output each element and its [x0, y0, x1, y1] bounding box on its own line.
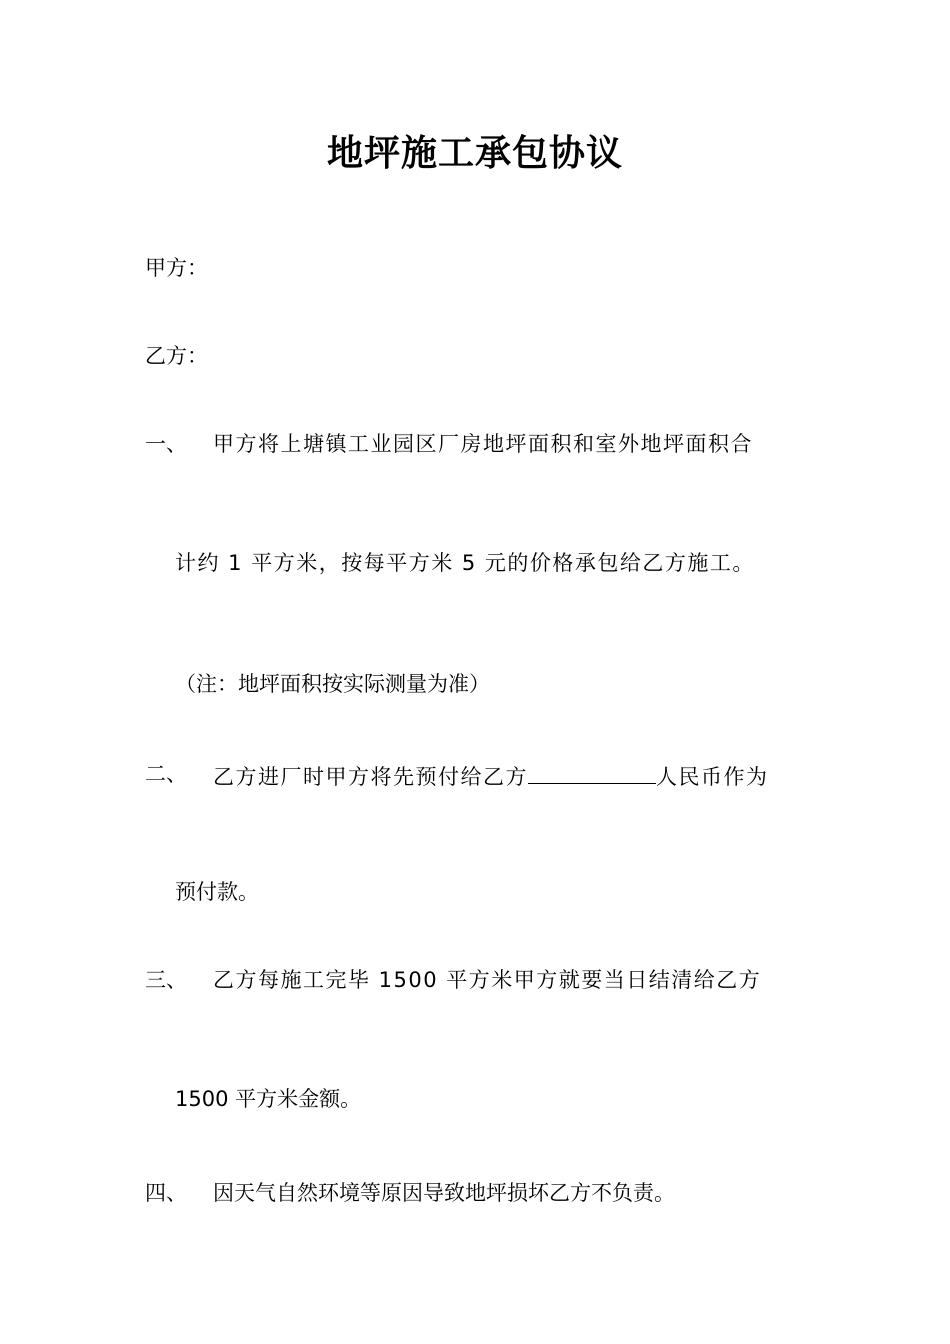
clause-2-line-2: 预付款。 [175, 880, 259, 904]
clause-3-line-2: 1500 平方米金额。 [175, 1087, 362, 1111]
clause-2-number: 二、 [145, 762, 187, 786]
clause-1-number: 一、 [145, 432, 187, 456]
clause-4-number: 四、 [145, 1181, 187, 1205]
party-a-label: 甲方： [145, 256, 208, 280]
clause-1-line-1: 甲方将上塘镇工业园区厂房地坪面积和室外地坪面积合 [213, 432, 753, 456]
clause-2-line-1 [213, 759, 769, 792]
amount-blank-field[interactable] [528, 759, 656, 784]
clause-2-text-before-blank: 乙方进厂时甲方将先预付给乙方 [213, 765, 528, 789]
clause-3-number: 三、 [145, 968, 187, 992]
clause-1-note: （注：地坪面积按实际测量为准） [175, 672, 490, 696]
clause-1-line-2: 计约 1 平方米，按每平方米 5 元的价格承包给乙方施工。 [175, 551, 755, 575]
clause-3-line-1: 乙方每施工完毕 1500 平方米甲方就要当日结清给乙方 [213, 968, 762, 992]
clause-4-line-1: 因天气自然环境等原因导致地坪损坏乙方不负责。 [213, 1181, 675, 1205]
document-title: 地坪施工承包协议 [326, 132, 623, 174]
party-b-label: 乙方： [145, 344, 208, 368]
clause-2-text-after-blank: 人民币作为 [656, 765, 769, 789]
